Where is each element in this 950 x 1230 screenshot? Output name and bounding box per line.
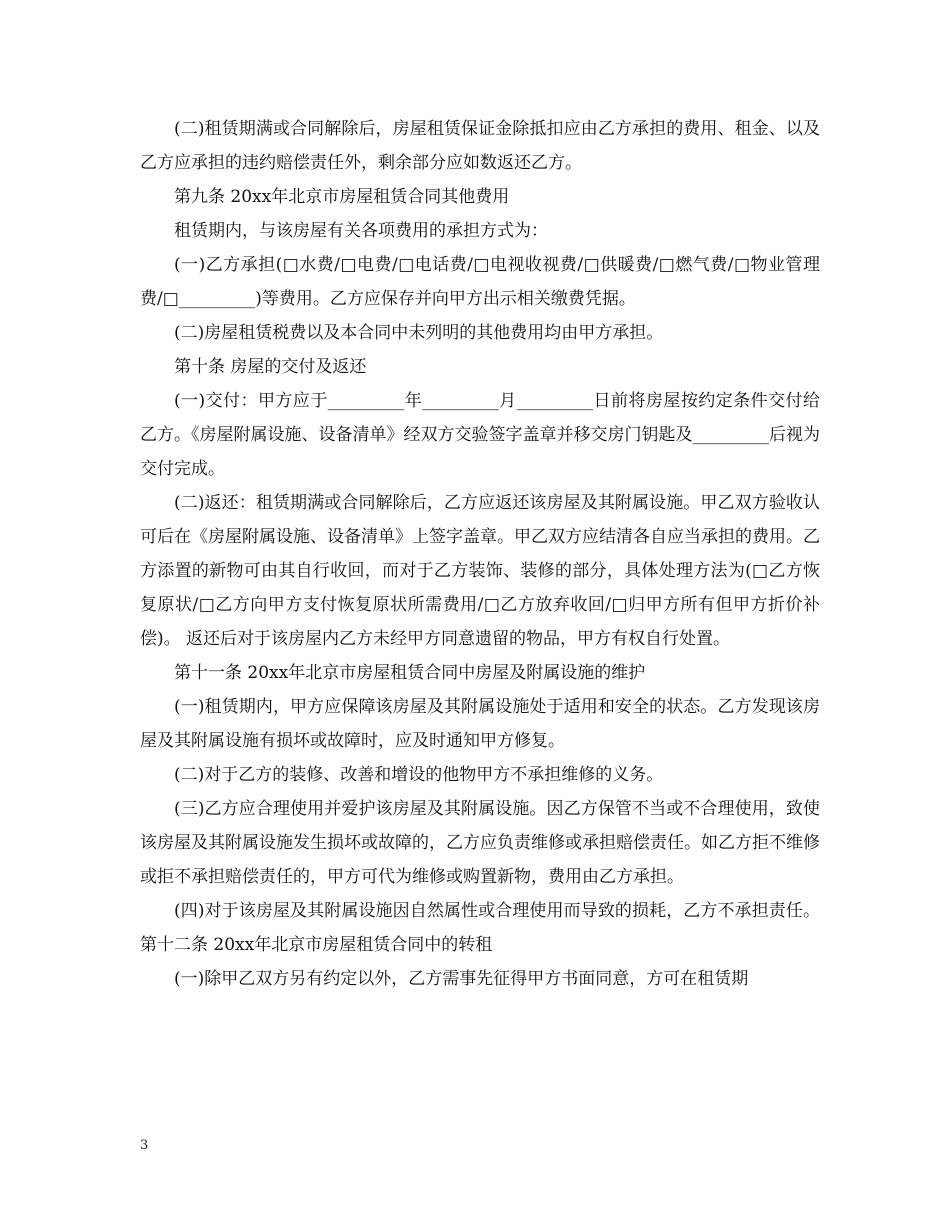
article-10-heading: 第十条 房屋的交付及返还 <box>174 357 367 377</box>
article-11-heading: 第十一条 20xx年北京市房屋租赁合同中房屋及附属设施的维护 <box>174 663 646 683</box>
paragraph-fees-tenant: (一)乙方承担(□水费/□电费/□电话费/□电视收视费/□供暖费/□燃气费/□物业管理费/□_________)等费用。乙方应保存并向甲方出示相关缴费凭据。 <box>140 255 820 309</box>
paragraph-sublease: (一)除甲乙双方另有约定以外，乙方需事先征得甲方书面同意，方可在租赁期 <box>174 969 749 989</box>
document-body <box>140 112 820 996</box>
paragraph-fees-intro: 租赁期内，与该房屋有关各项费用的承担方式为： <box>174 221 548 241</box>
paragraph-delivery: (一)交付：甲方应于_________年_________月_________日前将房屋按约定条件交付给乙方。《房屋附属设施、设备清单》经双方交验签字盖章并移交房门钥匙及_________后视为交付完成。 <box>140 391 820 479</box>
article-9-heading: 第九条 20xx年北京市房屋租赁合同其他费用 <box>174 187 510 207</box>
paragraph-maintenance-additions: (二)对于乙方的装修、改善和增设的他物甲方不承担维修的义务。 <box>174 765 664 785</box>
paragraph-return: (二)返还：租赁期满或合同解除后，乙方应返还该房屋及其附属设施。甲乙双方验收认可后在《房屋附属设施、设备清单》上签字盖章。甲乙双方应结清各自应当承担的费用。乙方添置的新物可由其自行收回，而对于乙方装饰、装修的部分，具体处理方法为(□乙方恢复原状/□乙方向甲方支付恢复原状所需费用/□乙方放弃收回/□归甲方所有但甲方折价补偿)。 返还后对于该房屋内乙方未经甲方同意遗留的物品，甲方有权自行处置。 <box>140 493 820 649</box>
paragraph-deposit-return: (二)租赁期满或合同解除后，房屋租赁保证金除抵扣应由乙方承担的费用、租金、以及乙方应承担的违约赔偿责任外，剩余部分应如数返还乙方。 <box>140 119 820 173</box>
paragraph-maintenance-landlord: (一)租赁期内，甲方应保障该房屋及其附属设施处于适用和安全的状态。乙方发现该房屋及其附属设施有损坏或故障时，应及时通知甲方修复。 <box>140 697 820 751</box>
paragraph-fees-landlord: (二)房屋租赁税费以及本合同中未列明的其他费用均由甲方承担。 <box>174 323 664 343</box>
paragraph-wear-and-article-12: (四)对于该房屋及其附属设施因自然属性或合理使用而导致的损耗，乙方不承担责任。 第十二条 20xx年北京市房屋租赁合同中的转租 <box>140 901 820 955</box>
page-number: 3 <box>140 1138 149 1153</box>
paragraph-maintenance-tenant: (三)乙方应合理使用并爱护该房屋及其附属设施。因乙方保管不当或不合理使用，致使该房屋及其附属设施发生损坏或故障的，乙方应负责维修或承担赔偿责任。如乙方拒不维修或拒不承担赔偿责任的，甲方可代为维修或购置新物，费用由乙方承担。 <box>140 799 820 887</box>
